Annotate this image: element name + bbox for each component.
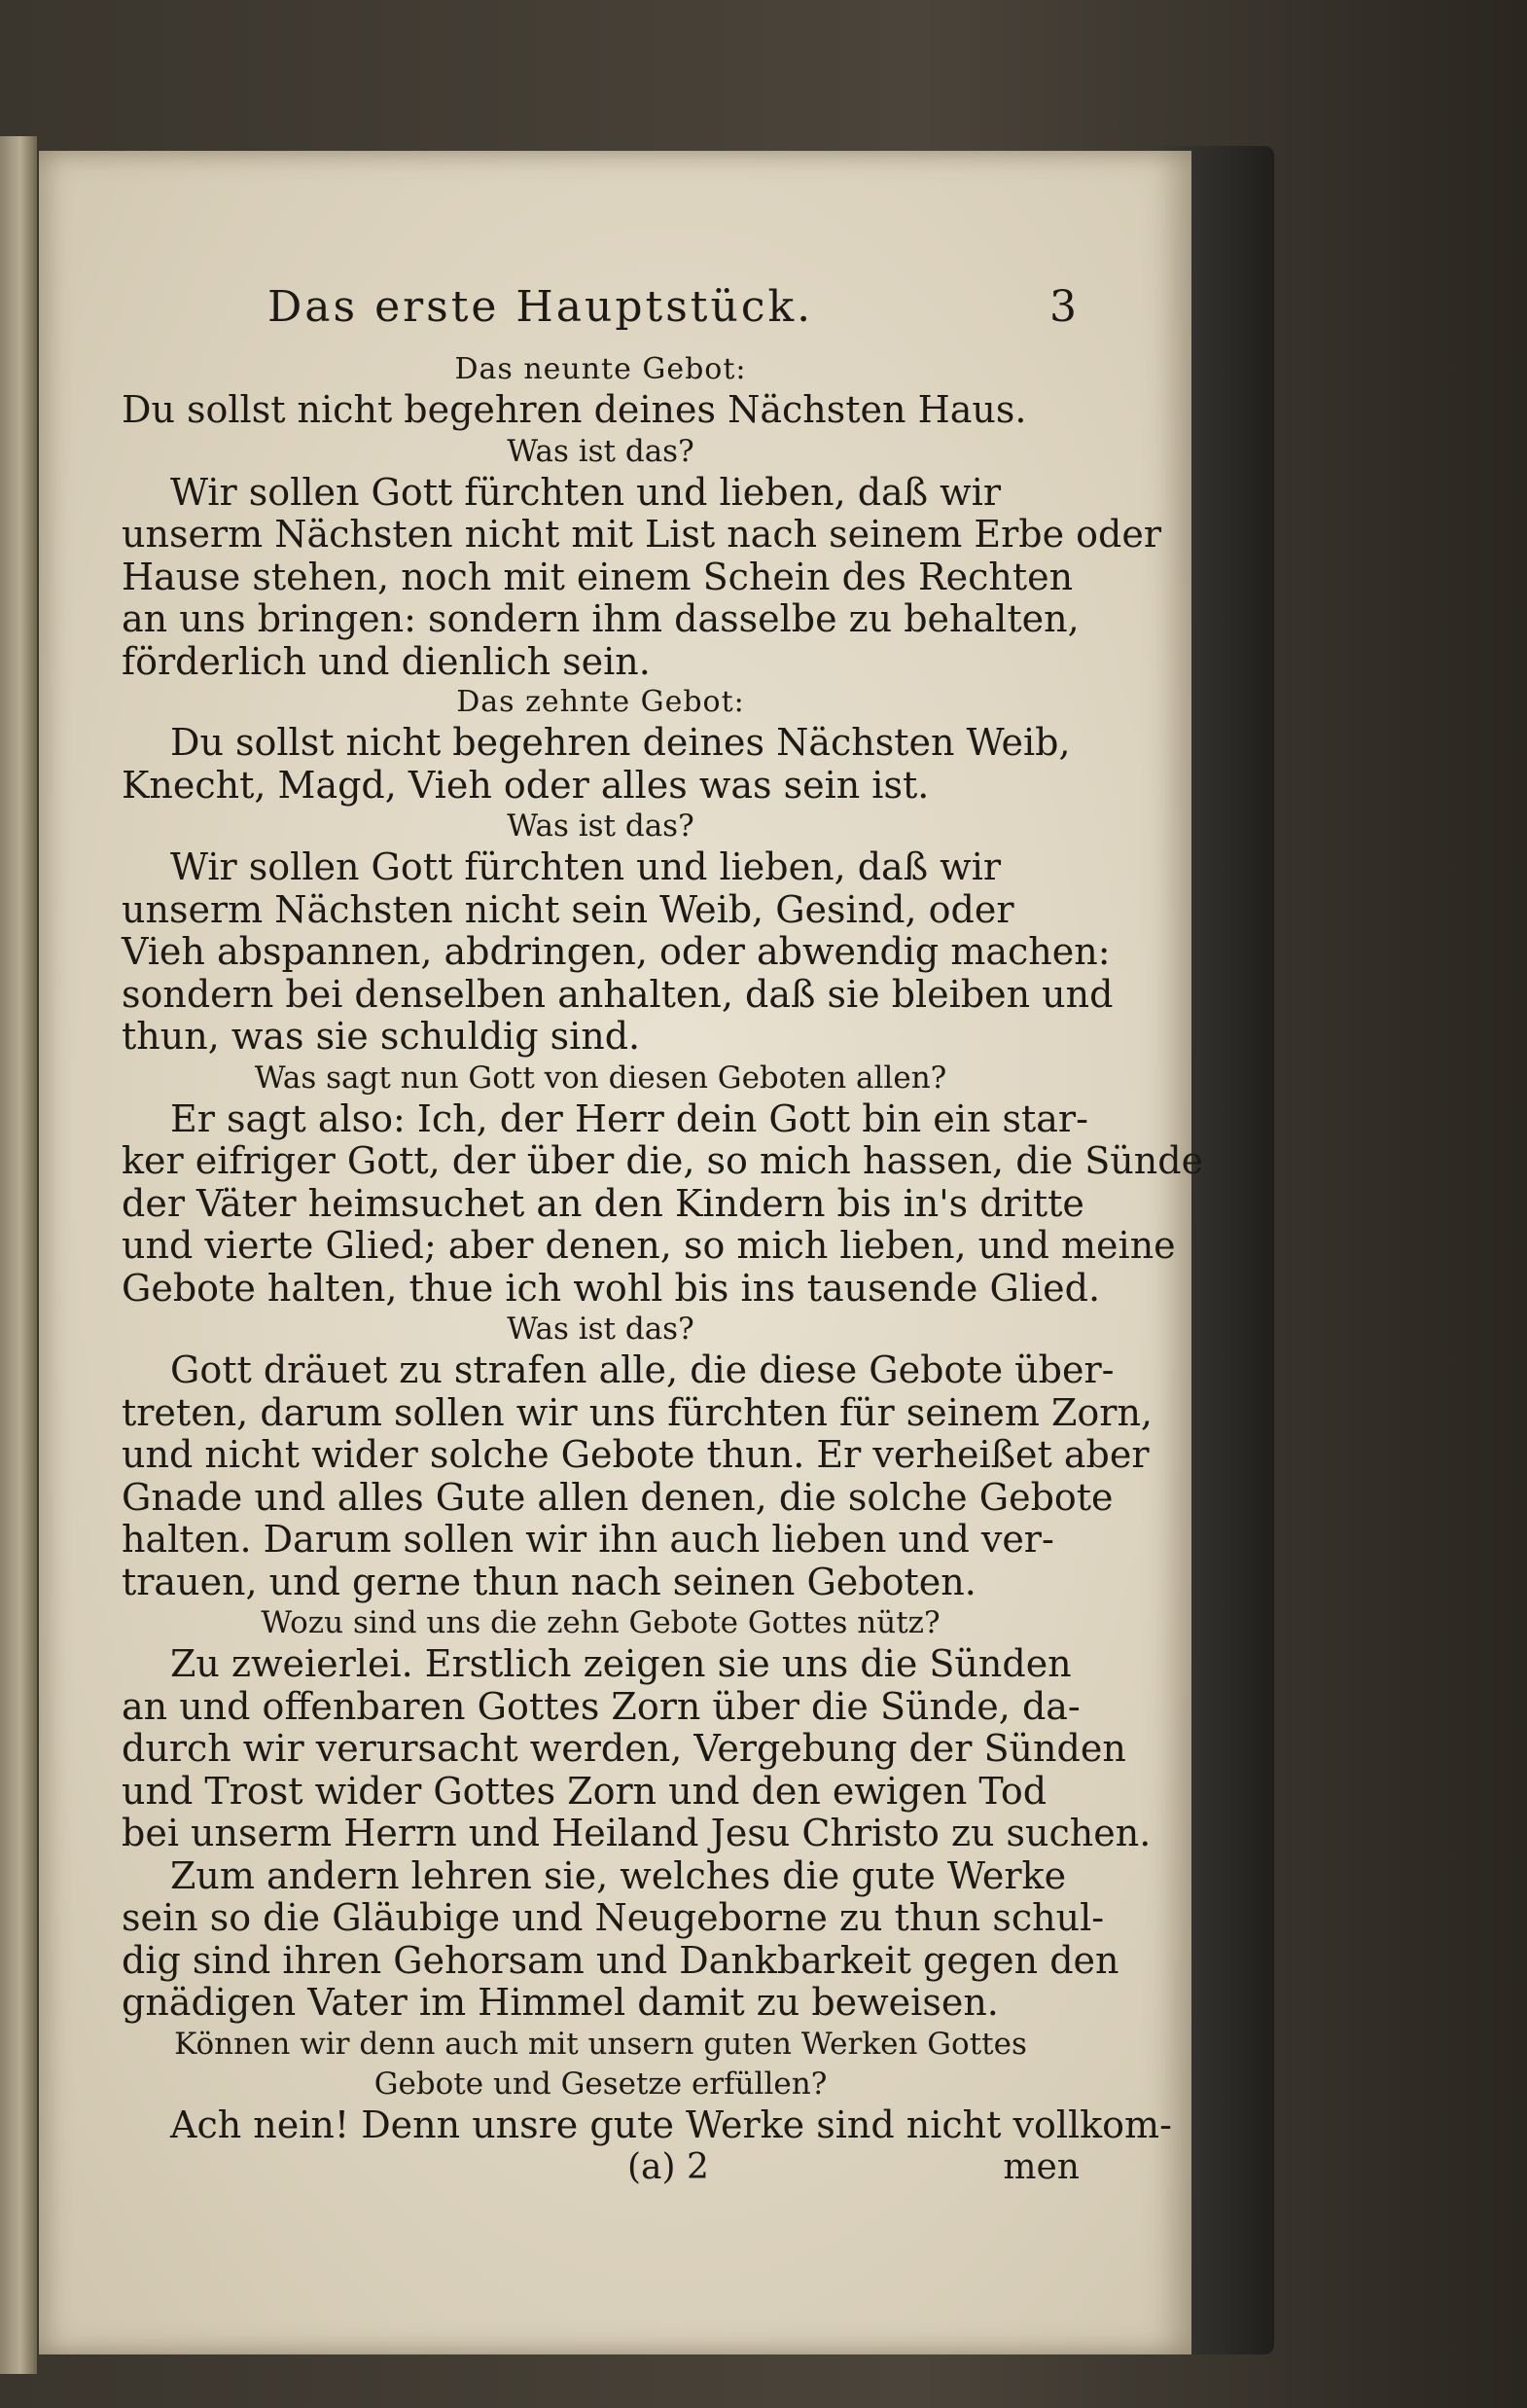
ninth-command: [122, 389, 1080, 432]
text-line: Knecht, Magd, Vieh oder alles was sein ist.: [122, 763, 930, 807]
text-line: und vierte Glied; aber denen, so mich lieben, und meine: [122, 1224, 1176, 1267]
signature-mark: (a) 2: [627, 2147, 709, 2187]
text-line: Hause stehen, noch mit einem Schein des Rechten: [122, 555, 1074, 598]
ninth-question: Was ist das?: [507, 433, 694, 469]
page-header: [122, 282, 1080, 350]
text-line: sondern bei denselben anhalten, daß sie bleiben und: [122, 972, 1114, 1016]
text-line: unserm Nächsten nicht mit List nach seinem Erbe oder: [122, 513, 1162, 556]
text-line: dig sind ihren Gehorsam und Dankbarkeit gegen den: [122, 1938, 1119, 1982]
text-line: förderlich und dienlich sein.: [122, 639, 651, 683]
text-line: Ach nein! Denn unsre gute Werke sind nicht vollkom‑: [170, 2103, 1172, 2146]
text-line: halten. Darum sollen wir ihn auch lieben und ver‑: [122, 1518, 1054, 1561]
text-line: treten, darum sollen wir uns fürchten für seinem Zorn,: [122, 1390, 1153, 1434]
text-line: durch wir verursacht werden, Vergebung der Sünden: [122, 1727, 1126, 1770]
text-line: Du sollst nicht begehren deines Nächsten Weib,: [170, 721, 1071, 764]
tenth-command: [122, 722, 1080, 807]
tenth-answer: [122, 845, 1114, 1059]
text-line: Gebote halten, thue ich wohl bis ins tausende Glied.: [122, 1266, 1101, 1310]
text-line: trauen, und gerne thun nach seinen Geboten.: [122, 1560, 977, 1603]
text-line: an und offenbaren Gottes Zorn über die Sünde, da‑: [122, 1684, 1081, 1728]
text-line: Zu zweierlei. Erstlich zeigen sie uns die Sünden: [170, 1642, 1072, 1685]
text-line: sein so die Gläubige und Neugeborne zu thun schul‑: [122, 1896, 1105, 1939]
meaning-answer: [122, 1348, 1153, 1603]
running-head: Das erste Hauptstück.: [267, 282, 814, 332]
text-line: der Väter heimsuchet an den Kindern bis in's dritte: [122, 1181, 1084, 1225]
page-text: [122, 282, 1204, 2189]
page-footer: [122, 2146, 1080, 2189]
text-line: ker eifriger Gott, der über die, so mich hassen, die Sünde: [122, 1139, 1204, 1182]
tenth-question: Was ist das?: [507, 809, 694, 844]
text-line: und Trost wider Gottes Zorn und den ewigen Tod: [122, 1769, 1048, 1813]
fulfil-question-line-2: Gebote und Gesetze erfüllen?: [373, 2066, 828, 2102]
text-line: unserm Nächsten nicht sein Weib, Gesind, oder: [122, 887, 1014, 931]
page-number: 3: [1049, 282, 1080, 332]
text-line: Vieh abspannen, abdringen, oder abwendig machen:: [122, 930, 1111, 973]
text-line: an uns bringen: sondern ihm dasselbe zu behalten,: [122, 597, 1080, 640]
book-page: [39, 151, 1204, 2354]
text-line: Du sollst nicht begehren deines Nächsten Haus.: [122, 388, 1027, 431]
ninth-answer: [122, 470, 1162, 684]
text-line: Zum andern lehren sie, welches die gute Werke: [170, 1853, 1067, 1897]
text-line: Gnade und alles Gute allen denen, die solche Gebote: [122, 1475, 1114, 1519]
closing-question: Was sagt nun Gott von diesen Geboten allen?: [254, 1060, 947, 1096]
text-line: thun, was sie schuldig sind.: [122, 1015, 641, 1058]
fulfil-question-line-1: Können wir denn auch mit unsern guten Werken Gottes: [174, 2026, 1027, 2062]
purpose-question: Wozu sind uns die zehn Gebote Gottes nütz?: [261, 1605, 941, 1640]
facing-page-edge: [0, 136, 37, 2374]
text-line: Wir sollen Gott fürchten und lieben, daß wir: [170, 470, 1002, 514]
catchword: men: [1003, 2147, 1080, 2187]
tenth-heading: Das zehnte Gebot:: [456, 685, 745, 719]
text-line: Wir sollen Gott fürchten und lieben, daß wir: [170, 845, 1002, 888]
closing-answer: [122, 1096, 1204, 1311]
text-line: bei unserm Herrn und Heiland Jesu Christo zu suchen.: [122, 1812, 1152, 1854]
ninth-heading: Das neunte Gebot:: [454, 352, 747, 386]
text-line: Gott dräuet zu strafen alle, die diese Gebote über‑: [170, 1348, 1115, 1391]
fulfil-answer: [122, 2103, 1172, 2147]
meaning-question: Was ist das?: [507, 1312, 694, 1347]
text-line: gnädigen Vater im Himmel damit zu beweisen.: [122, 1981, 999, 2024]
purpose-answer: [122, 1642, 1152, 2025]
text-line: Er sagt also: Ich, der Herr dein Gott bin ein star‑: [170, 1096, 1088, 1140]
text-line: und nicht wider solche Gebote thun. Er verheißet aber: [122, 1433, 1150, 1476]
